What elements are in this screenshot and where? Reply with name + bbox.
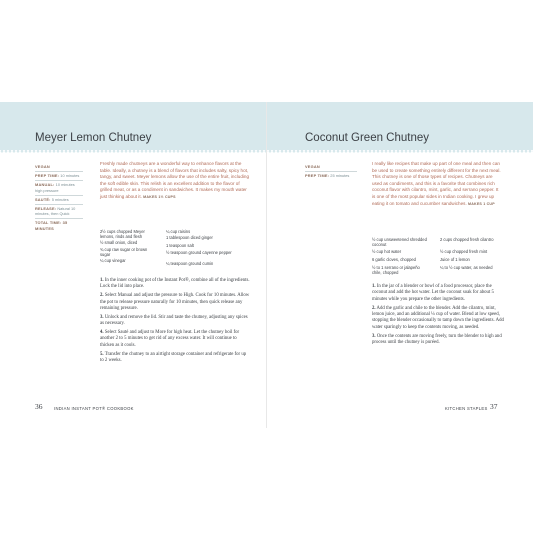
ingredient-item: ½ small onion, diced: [100, 240, 138, 245]
recipe-intro-right: [372, 161, 502, 207]
page-number-right: 37: [490, 402, 498, 411]
recipe-title-right: Coconut Green Chutney: [305, 132, 430, 144]
ingredient-item: ¼ cup vinegar: [100, 258, 126, 263]
ingredient-item: ½ cup hot water: [372, 249, 402, 254]
footer-right: KITCHEN STAPLES: [445, 406, 488, 411]
prep-label: PREP TIME:: [35, 173, 60, 179]
step: 4. Select Sauté and adjust to More for high heat. Let the chutney boil for another 2 to 5 minutes to get rid of any excess water. It will continue to thicken as it cools.: [100, 330, 240, 348]
ingredient-item: ¾ cup raw sugar or brown sugar: [100, 247, 148, 257]
ingredient-item: Juice of 1 lemon: [440, 257, 470, 262]
vegan-label: VEGAN: [305, 164, 320, 169]
step: 3. Unlock and remove the lid. Stir and taste the chutney, adjusting any spices as necessary.: [100, 314, 248, 327]
ingredient-item: ¼ cup raisins: [166, 229, 191, 234]
recipe-intro-left: [100, 161, 250, 201]
recipe-info-left: [35, 164, 83, 231]
step: 3. Once the contents are moving freely, turn the blender to high and process until the chutney is puréed.: [372, 333, 502, 346]
step: 2. Add the garlic and chile to the blender. Add the cilantro, mint, lemon juice, and an additional ¼ cup of water. Blend at low speed, stopping the blender occasionally to tamp down the ingredients. Add water sparingly to keep the contents moving, as needed.: [372, 305, 504, 330]
recipe-info-right: [305, 164, 357, 178]
release-value: Natural 10 minutes, then Quick: [35, 206, 76, 217]
intro-text: Freshly made chutneys are a wonderful way to enhance flavors at the table. Ideally, a chutney is a blend of flavors that includes salty, spicy hot, tangy, and sweet. Meyer lemons allow the use of the entire fruit, including the soft edible skin. This relish is an excellent addition to the flavor of grilled meat, or as a condiment in sandwiches. It makes my mouth water just thinking about it.: [100, 161, 250, 199]
yield-label: MAKES 1½ CUPS: [143, 194, 176, 199]
saute-label: SAUTÉ:: [35, 196, 51, 202]
ingredient-item: 1 tablespoon diced ginger: [166, 235, 213, 240]
ingredient-item: ½ teaspoon ground cayenne pepper: [166, 250, 232, 255]
ingredient-item: ½ cup unsweetened shredded coconut: [372, 237, 427, 247]
footer-left: INDIAN INSTANT POT® COOKBOOK: [54, 406, 134, 411]
total-time: TOTAL TIME: 35 MINUTES: [35, 220, 68, 231]
step: 1. In the jar of a blender or bowl of a food processor, place the coconut and add the hot water. Let the coconut soak for about 5 minutes while you prepare the other ingredients.: [372, 284, 494, 302]
step: 5. Transfer the chutney to an airtight storage container and refrigerate for up to 2 weeks.: [100, 351, 247, 364]
steps-left: [100, 278, 250, 367]
recipe-title-left: Meyer Lemon Chutney: [35, 132, 152, 144]
cookbook-spread: [0, 102, 533, 428]
manual-label: MANUAL:: [35, 182, 55, 188]
page-number-left: 36: [35, 402, 43, 411]
ingredient-item: ½ to 1 serrano or jalapeño chile, chopped: [372, 265, 420, 275]
prep-value: 25 minutes: [330, 173, 350, 179]
intro-text: I really like recipes that make up part of one meal and then can be used to create something entirely different for the next meal. This chutney is one of those types of recipes. Chutneys are used as condiments, and this is a favorite that combines rich coconut flavor with cilantro, mint, garlic, and serrano pepper. It is one of the most popular sides in Indian cooking. I grew up eating it on tomato and cucumber sandwiches.: [372, 161, 501, 206]
ingredient-item: 1 teaspoon salt: [166, 243, 194, 248]
ingredient-item: ½ cup chopped fresh mint: [440, 249, 488, 254]
step: 2. Select Manual and adjust the pressure to High. Cook for 10 minutes. Allow the pot to release pressure naturally for 10 minutes, then quick release any remaining pressure.: [100, 293, 250, 312]
steps-right: [372, 284, 504, 349]
prep-value: 10 minutes: [60, 173, 80, 179]
vegan-label: VEGAN: [35, 164, 50, 169]
ingredient-item: 2½ cups chopped Meyer lemons, rinds and flesh: [100, 229, 145, 239]
ingredients-right: [372, 238, 502, 278]
step: 1. In the inner cooking pot of the Instant Pot®, combine all of the ingredients. Lock the lid into place.: [100, 278, 250, 290]
ingredient-item: 2 cups chopped fresh cilantro: [440, 237, 494, 242]
page-gutter: [266, 102, 267, 428]
ingredient-item: 6 garlic cloves, chopped: [372, 257, 416, 262]
prep-label: PREP TIME:: [305, 173, 330, 179]
release-label: RELEASE:: [35, 206, 57, 212]
ingredient-item: ¼ to ½ cup water, as needed: [440, 265, 493, 270]
ingredients-left: [100, 230, 250, 274]
manual-value: 10 minutes high pressure: [35, 182, 75, 193]
ingredient-item: ¼ teaspoon ground cumin: [166, 261, 214, 266]
saute-value: 5 minutes: [51, 196, 69, 202]
yield-label: MAKES 1 CUP: [468, 201, 495, 206]
